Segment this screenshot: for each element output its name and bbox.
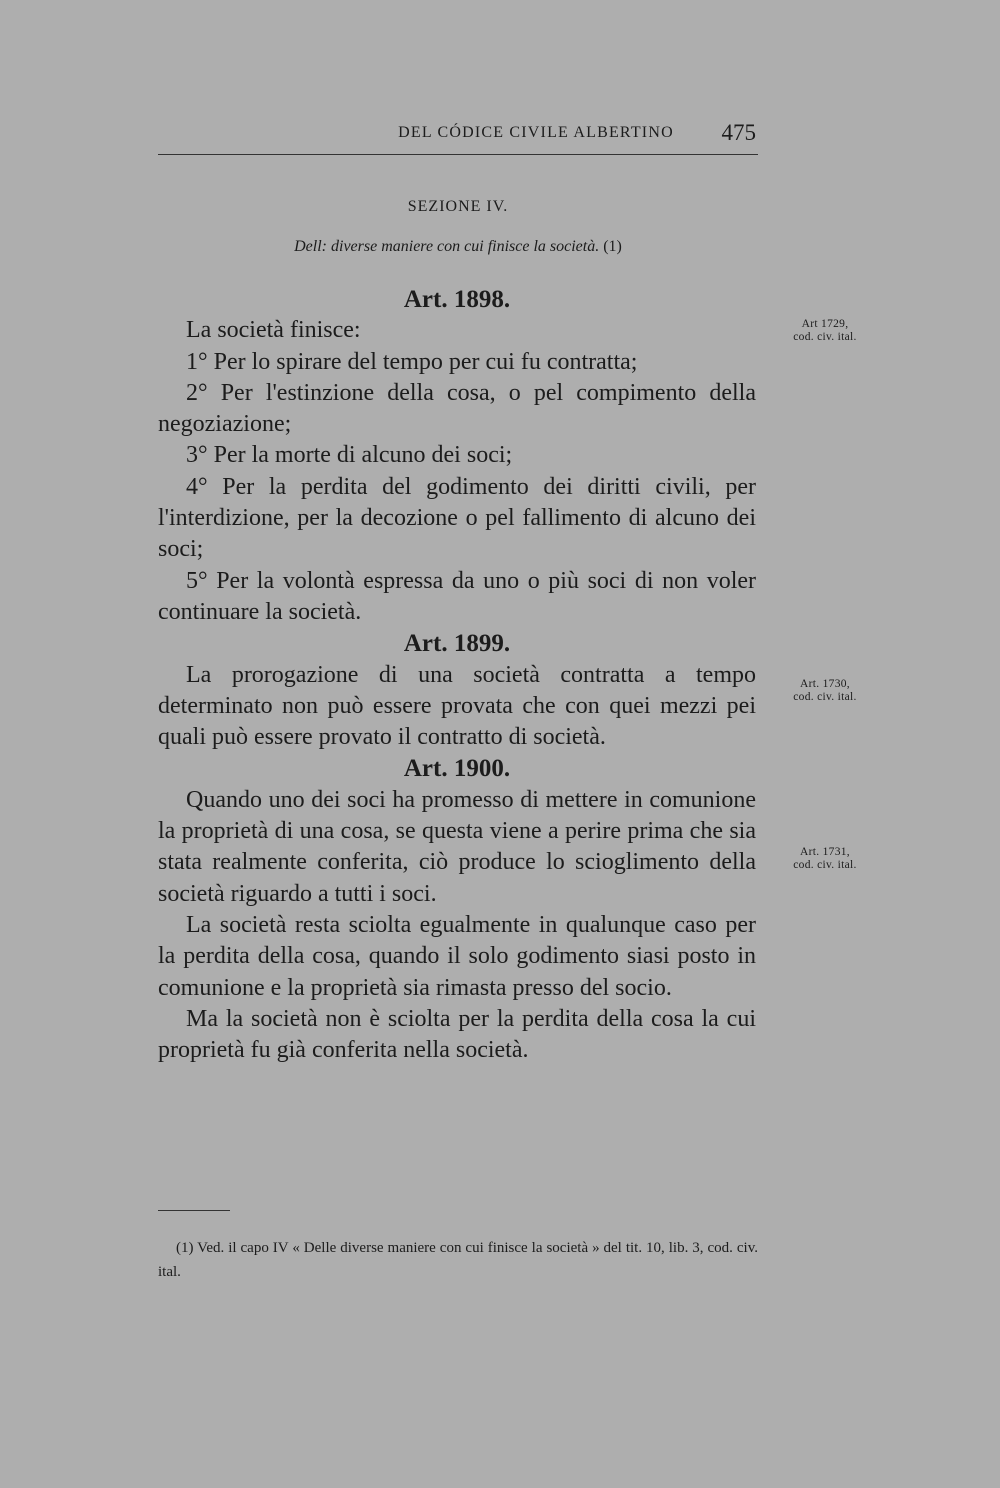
paragraph: La società resta sciolta egualmente in qualunque caso per la perdita della cosa, quando il solo godimento siasi posto in comunione e la proprietà sia rimasta presso del socio.: [158, 911, 756, 1001]
paragraph: La società finisce:: [186, 317, 361, 344]
margin-note-art-1898: [770, 318, 880, 343]
footnote-reference: (1): [603, 238, 622, 255]
article-1899-heading: Art. 1899.: [403, 630, 511, 658]
paragraph: 2° Per l'estinzione della cosa, o pel compimento della negoziazione;: [158, 379, 756, 438]
section-subtitle-text: Dell: diverse maniere con cui finisce la società.: [294, 238, 600, 255]
footnote-divider: [158, 1210, 230, 1211]
page-header: [158, 120, 758, 155]
margin-note-art-1900: [770, 846, 880, 871]
section-title: SEZIONE IV.: [407, 198, 509, 215]
paragraph: Ma la società non è sciolta per la perdita della cosa la cui proprietà fu già conferita nella società.: [158, 1005, 756, 1064]
margin-note-line: cod. civ. ital.: [793, 690, 857, 703]
section-subtitle: [158, 238, 758, 256]
margin-note-line: cod. civ. ital.: [793, 330, 857, 343]
body-text: [158, 284, 756, 1066]
margin-note-line: Art 1729,: [801, 318, 849, 330]
paragraph: Quando uno dei soci ha promesso di mettere in comunione la proprietà di una cosa, se questa viene a perire prima che sia stata realmente conferita, ciò produce lo scioglimento della società riguardo a tutti i soci.: [158, 786, 756, 907]
article-1900-heading: Art. 1900.: [403, 755, 511, 783]
paragraph: 4° Per la perdita del godimento dei diritti civili, per l'interdizione, per la decozione o pel fallimento di alcuno dei soci;: [158, 473, 756, 563]
margin-note-line: Art. 1731,: [800, 846, 850, 858]
page-number: 475: [721, 120, 756, 145]
margin-note-line: Art. 1730,: [800, 678, 850, 690]
paragraph: La prorogazione di una società contratta a tempo determinato non può essere provata che con quei mezzi pei quali può essere provato il contratto di società.: [158, 661, 756, 751]
paragraph: 1° Per lo spirare del tempo per cui fu contratta;: [186, 348, 638, 375]
margin-note-line: cod. civ. ital.: [793, 858, 857, 871]
footnote: (1) Ved. il capo IV « Delle diverse maniere con cui finisce la società » del tit. 10, lib. 3, cod. civ. ital.: [158, 1240, 758, 1280]
article-1898-heading: Art. 1898.: [403, 286, 511, 313]
margin-note-art-1899: [770, 678, 880, 703]
paragraph: 5° Per la volontà espressa da uno o più soci di non voler continuare la società.: [158, 567, 756, 625]
running-head: DEL CÓDICE CIVILE ALBERTINO: [398, 124, 674, 141]
paragraph: 3° Per la morte di alcuno dei soci;: [186, 442, 513, 469]
